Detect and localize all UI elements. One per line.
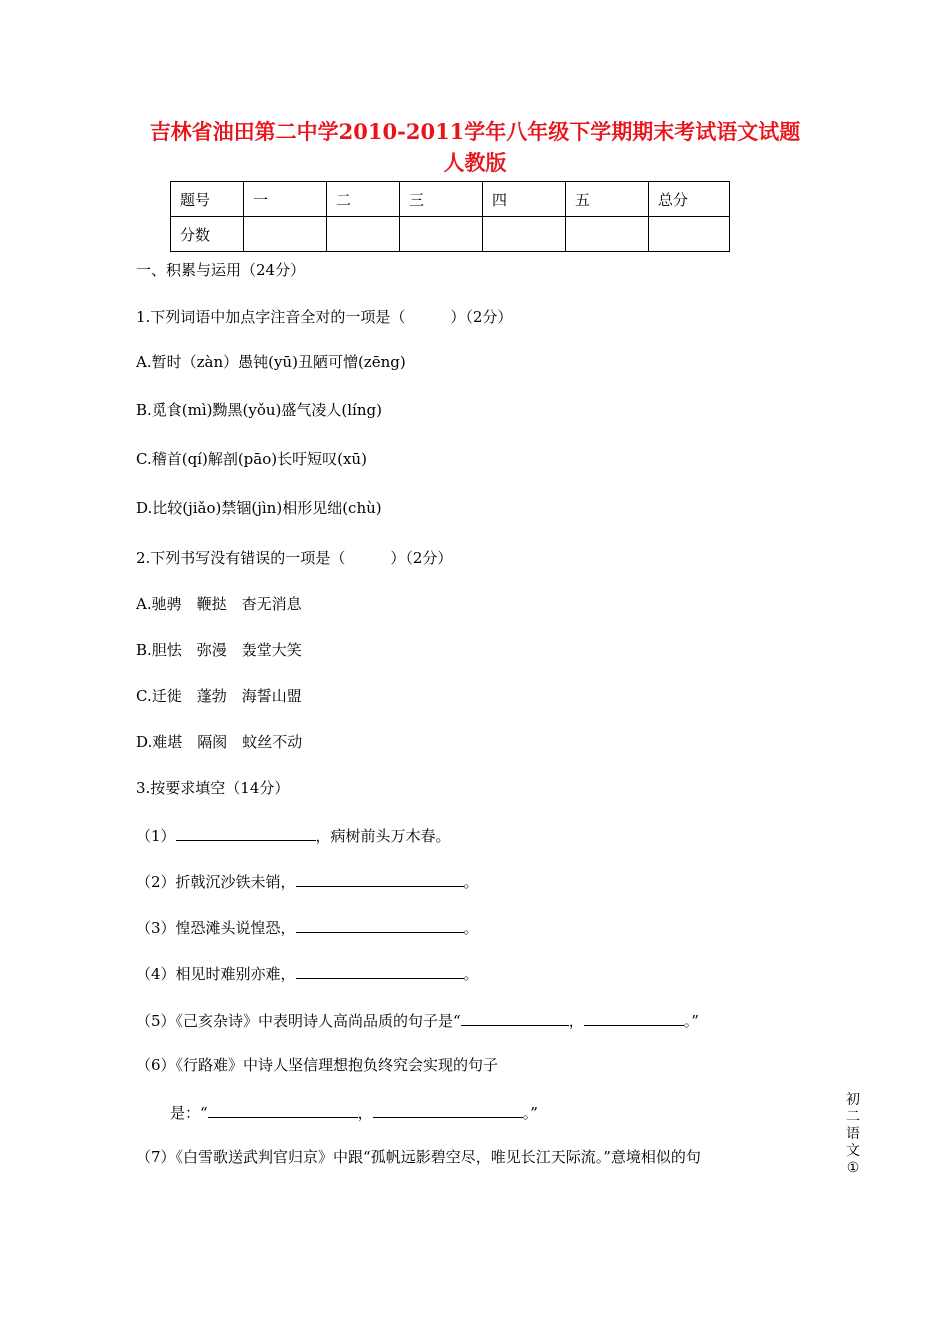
score-cell [649,217,730,252]
side-label-char: 文 [846,1143,860,1159]
table-header-cell: 二 [327,182,400,217]
fill-item-1 [136,824,451,846]
fill-item-prefix: （1） [136,827,176,845]
question-3-stem: 3.按要求填空（14分） [136,779,290,797]
answer-blank[interactable] [296,962,464,979]
question-1-option-a: A.暂时（zàn）愚钝(yū)丑陋可憎(zēng) [136,353,406,371]
score-cell [566,217,649,252]
fill-item-6-line1: （6）《行路难》中诗人坚信理想抱负终究会实现的句子 [136,1056,499,1074]
question-2-option-d: D.难堪 隔阂 蚊丝不动 [136,733,303,751]
fill-item-5 [136,1009,699,1031]
fill-item-suffix: 。” [683,1012,699,1030]
fill-item-separator: ， [357,1104,373,1122]
side-label-char: 语 [846,1126,860,1142]
answer-blank[interactable] [373,1101,523,1118]
table-row-label: 分数 [171,217,244,252]
fill-item-suffix: 。 [463,873,479,891]
question-2-stem: 2.下列书写没有错误的一项是（ ）（2分） [136,549,453,567]
answer-blank[interactable] [461,1009,569,1026]
table-header-cell: 三 [400,182,483,217]
fill-item-prefix: 是：“ [170,1104,208,1122]
answer-blank[interactable] [176,824,316,841]
answer-blank[interactable] [296,916,464,933]
fill-item-7: （7）《白雪歌送武判官归京》中跟“孤帆远影碧空尽，唯见长江天际流。”意境相似的句 [136,1148,701,1166]
fill-item-4 [136,962,479,984]
table-header-cell: 总分 [649,182,730,217]
question-2-option-b: B.胆怯 弥漫 轰堂大笑 [136,641,302,659]
fill-item-2 [136,870,479,892]
fill-item-suffix: ，病树前头万木春。 [315,827,451,845]
fill-item-prefix: （3）惶恐滩头说惶恐， [136,919,296,937]
question-1-option-b: B.觅食(mì)黝黑(yǒu)盛气凌人(líng) [136,401,382,419]
side-label-char: 初 [846,1092,860,1108]
fill-item-prefix: （4）相见时难别亦难， [136,965,296,983]
fill-item-suffix: 。 [463,919,479,937]
fill-item-3 [136,916,479,938]
question-2-option-a: A.驰骋 鞭挞 杳无消息 [136,595,302,613]
score-cell [244,217,327,252]
fill-item-6-line2 [170,1101,538,1123]
score-table-header-row [171,182,730,217]
question-1-option-d: D.比较(jiǎo)禁锢(jìn)相形见绌(chù) [136,499,382,517]
question-1-option-c: C.稽首(qí)解剖(pāo)长吁短叹(xū) [136,450,367,468]
question-1-stem: 1.下列词语中加点字注音全对的一项是（ ）（2分） [136,308,513,326]
side-label-char: 二 [846,1109,860,1125]
section-heading: 一、积累与运用（24分） [136,261,306,279]
side-page-label [843,1092,863,1177]
table-header-cell: 五 [566,182,649,217]
fill-item-prefix: （2）折戟沉沙铁未销， [136,873,296,891]
fill-item-suffix: 。 [463,965,479,983]
table-header-cell: 题号 [171,182,244,217]
fill-item-prefix: （5）《己亥杂诗》中表明诗人高尚品质的句子是“ [136,1012,461,1030]
answer-blank[interactable] [296,870,464,887]
score-table-score-row [171,217,730,252]
question-2-option-c: C.迁徙 蓬勃 海誓山盟 [136,687,302,705]
side-label-char: ① [846,1160,860,1176]
table-header-cell: 四 [483,182,566,217]
score-cell [483,217,566,252]
score-cell [400,217,483,252]
answer-blank[interactable] [584,1009,684,1026]
score-table [170,181,730,252]
fill-item-separator: ， [568,1012,584,1030]
table-header-cell: 一 [244,182,327,217]
answer-blank[interactable] [208,1101,358,1118]
document-title-line1: 吉林省油田第二中学2010-2011学年八年级下学期期末考试语文试题 [149,119,801,144]
score-cell [327,217,400,252]
document-title-line2: 人教版 [443,150,507,175]
fill-item-suffix: 。” [522,1104,538,1122]
